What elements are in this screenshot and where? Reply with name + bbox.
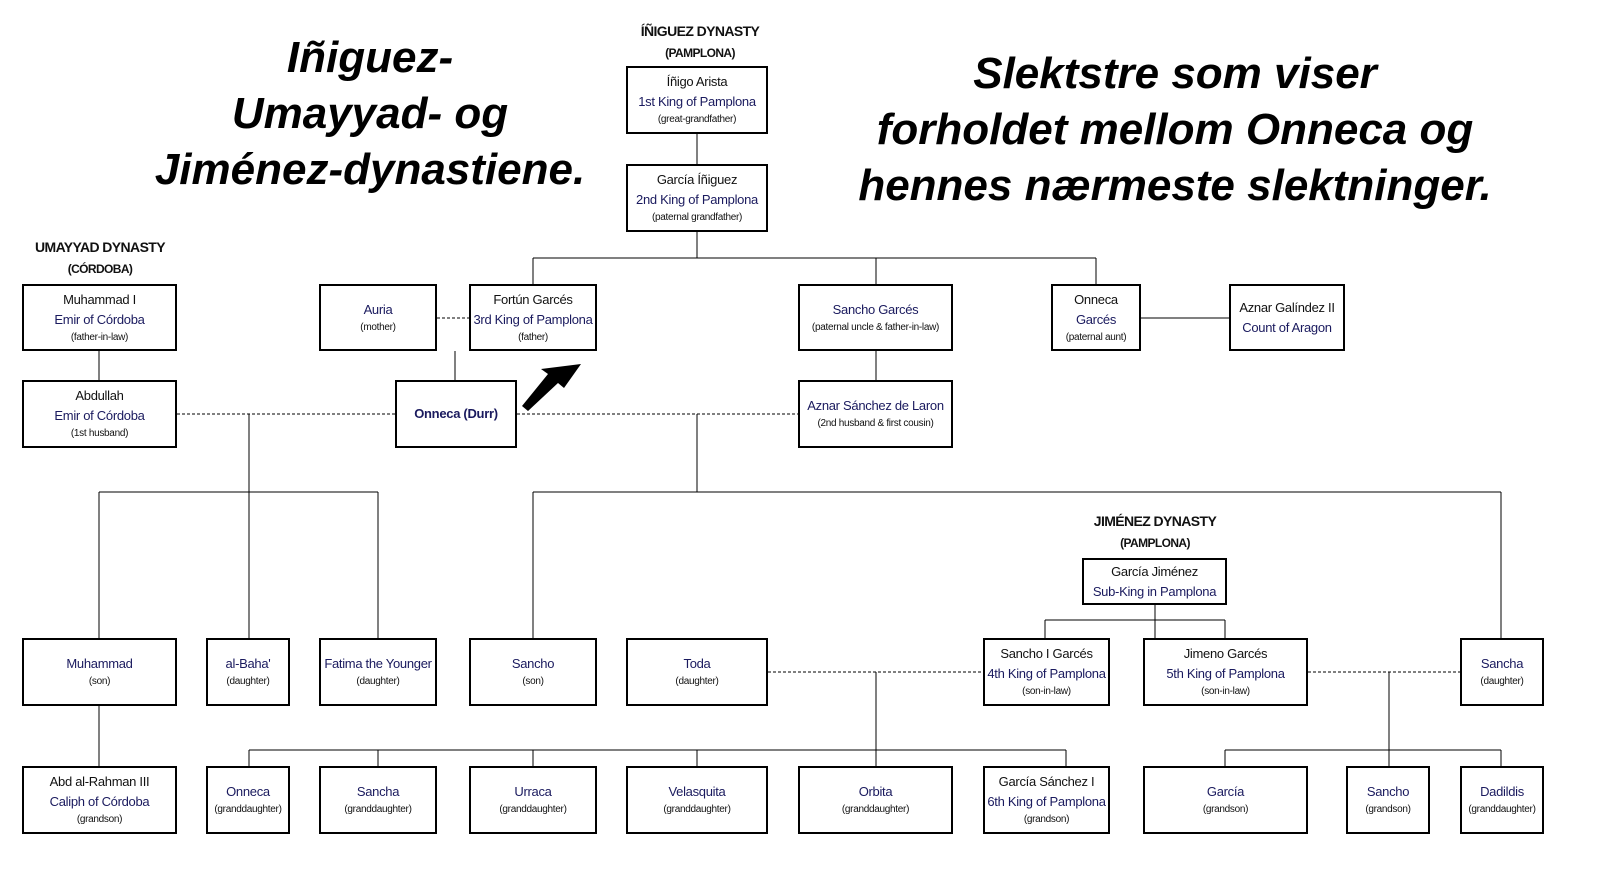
person-box-garcia-sanchez xyxy=(983,766,1110,834)
person-relation: (granddaughter) xyxy=(1468,804,1536,815)
person-relation: (son-in-law) xyxy=(1022,686,1071,697)
right-title-line-2: forholdet mellom Onneca og xyxy=(876,105,1474,154)
person-box-abd-al-rahman xyxy=(22,766,177,834)
person-name-line: Garcés xyxy=(1075,311,1117,327)
person-name-line: Sancha xyxy=(1480,656,1524,671)
person-box-auria xyxy=(319,284,437,351)
person-relation: (son-in-law) xyxy=(1201,686,1250,697)
umayyad-dynasty-place: (CÓRDOBA) xyxy=(67,262,133,276)
person-name-line: al-Baha' xyxy=(225,656,271,671)
person-name-line: Onneca xyxy=(226,784,270,799)
person-name-line: Velasquita xyxy=(668,784,726,799)
jimenez-dynasty-label xyxy=(1060,510,1250,554)
person-box-sancho-garces xyxy=(798,284,953,351)
person-name-line: Auria xyxy=(363,301,393,317)
person-name-line: Íñigo Arista xyxy=(666,74,728,89)
person-name-line: Emir of Córdoba xyxy=(54,408,145,423)
person-relation: (mother) xyxy=(360,321,396,333)
person-relation: (paternal aunt) xyxy=(1065,331,1127,343)
person-name-line: García Jiménez xyxy=(1111,563,1198,579)
person-box-onneca-gd xyxy=(206,766,290,834)
person-name-line: Sancho xyxy=(511,656,555,671)
person-relation: (daughter) xyxy=(356,676,400,687)
person-box-velasquita xyxy=(626,766,768,834)
person-name-line: Muhammad I xyxy=(63,291,136,307)
person-name-line: Aznar Sánchez de Laron xyxy=(807,398,944,413)
person-box-abdullah xyxy=(22,380,177,448)
umayyad-dynasty-label xyxy=(10,236,190,280)
person-relation: (grandson) xyxy=(1365,804,1411,815)
person-box-sancha-gd xyxy=(319,766,437,834)
iniguez-dynasty-name: ÍÑIGUEZ DYNASTY xyxy=(640,23,760,39)
person-name-line: Toda xyxy=(683,656,711,671)
person-name-line: 5th King of Pamplona xyxy=(1166,666,1285,681)
jimenez-dynasty-place: (PAMPLONA) xyxy=(1120,536,1190,550)
right-title-line-3: hennes nærmeste slektninger. xyxy=(858,161,1492,210)
person-relation: (son) xyxy=(88,676,111,687)
person-box-muhammad xyxy=(22,638,177,706)
person-box-sancho-gs xyxy=(1346,766,1430,834)
person-name-line: 2nd King of Pamplona xyxy=(636,192,758,207)
person-name-line: Caliph of Córdoba xyxy=(49,794,150,809)
person-box-garcia-gs xyxy=(1143,766,1308,834)
person-relation: (great-grandfather) xyxy=(657,114,737,125)
person-box-toda xyxy=(626,638,768,706)
person-name-line: Urraca xyxy=(514,784,552,799)
person-box-orbita xyxy=(798,766,953,834)
person-name-line: García xyxy=(1206,784,1245,799)
iniguez-dynasty-label xyxy=(600,20,800,64)
person-name-line: Dadildis xyxy=(1480,784,1524,799)
person-name-line: García Íñiguez xyxy=(656,172,738,187)
person-box-albaha xyxy=(206,638,290,706)
person-box-jimeno xyxy=(1143,638,1308,706)
person-box-muhammad-i xyxy=(22,284,177,351)
person-name-line: Abdullah xyxy=(75,388,124,403)
person-name-line: Fortún Garcés xyxy=(493,291,573,307)
person-name-line: Count of Aragon xyxy=(1242,319,1332,335)
person-relation: (granddaughter) xyxy=(663,804,731,815)
person-name-line: Sub-King in Pamplona xyxy=(1092,583,1217,599)
person-name-line: Onneca (Durr) xyxy=(414,406,498,421)
person-relation: (daughter) xyxy=(675,676,719,687)
person-box-aznar-sanchez xyxy=(798,380,953,448)
person-box-onneca-garces xyxy=(1051,284,1141,351)
person-box-onneca-durr xyxy=(395,380,517,448)
left-title-line-1: Iñiguez- xyxy=(286,33,454,82)
person-box-sancho-i xyxy=(983,638,1110,706)
person-relation: (paternal uncle & father-in-law) xyxy=(811,321,940,333)
left-title-line-2: Umayyad- og xyxy=(231,89,509,138)
person-name-line: Jimeno Garcés xyxy=(1183,646,1268,661)
person-name-line: Onneca xyxy=(1074,291,1118,307)
person-box-sancha-dau xyxy=(1460,638,1544,706)
person-relation: (grandson) xyxy=(76,814,123,825)
person-name-line: García Sánchez I xyxy=(998,774,1095,789)
person-relation: (granddaughter) xyxy=(841,804,910,815)
person-relation: (grandson) xyxy=(1023,814,1070,825)
person-name-line: 3rd King of Pamplona xyxy=(473,311,593,327)
right-title xyxy=(830,46,1520,214)
person-name-line: Abd al-Rahman III xyxy=(49,774,150,789)
person-box-garcia-iniguez xyxy=(626,164,768,232)
person-box-dadildis xyxy=(1460,766,1544,834)
person-name-line: Sancho xyxy=(1366,784,1410,799)
iniguez-dynasty-place: (PAMPLONA) xyxy=(665,46,735,60)
person-relation: (2nd husband & first cousin) xyxy=(817,418,934,429)
person-relation: (son) xyxy=(522,676,544,687)
person-name-line: Sancho I Garcés xyxy=(1000,646,1093,661)
person-box-fatima xyxy=(319,638,437,706)
person-name-line: Muhammad xyxy=(66,656,133,671)
person-box-inigo-arista xyxy=(626,66,768,134)
person-name-line: Fatima the Younger xyxy=(324,656,432,671)
person-relation: (paternal grandfather) xyxy=(651,212,743,223)
person-name-line: 6th King of Pamplona xyxy=(987,794,1106,809)
person-box-aznar-galindez xyxy=(1229,284,1345,351)
person-name-line: Emir of Córdoba xyxy=(54,311,145,327)
person-relation: (grandson) xyxy=(1202,804,1249,815)
person-name-line: Sancha xyxy=(356,784,400,799)
jimenez-dynasty-name: JIMÉNEZ DYNASTY xyxy=(1093,513,1217,529)
left-title-line-3: Jiménez-dynastiene. xyxy=(154,145,586,194)
person-relation: (daughter) xyxy=(226,676,270,687)
person-box-sancho-son xyxy=(469,638,597,706)
left-title xyxy=(130,30,610,198)
person-name-line: Orbita xyxy=(858,784,893,799)
person-relation: (daughter) xyxy=(1480,676,1524,687)
person-box-fortun xyxy=(469,284,597,351)
person-relation: (granddaughter) xyxy=(214,804,282,815)
person-name-line: 1st King of Pamplona xyxy=(638,94,756,109)
person-name-line: 4th King of Pamplona xyxy=(987,666,1106,681)
person-box-urraca xyxy=(469,766,597,834)
person-relation: (father-in-law) xyxy=(70,331,129,343)
person-relation: (granddaughter) xyxy=(344,804,412,815)
person-relation: (father) xyxy=(518,331,548,343)
person-name-line: Sancho Garcés xyxy=(832,301,919,317)
person-relation: (granddaughter) xyxy=(499,804,567,815)
umayyad-dynasty-name: UMAYYAD DYNASTY xyxy=(35,239,165,255)
person-box-garcia-jimenez xyxy=(1082,558,1227,605)
right-title-line-1: Slektstre som viser xyxy=(973,49,1377,98)
person-relation: (1st husband) xyxy=(70,428,129,439)
person-name-line: Aznar Galíndez II xyxy=(1239,299,1335,315)
